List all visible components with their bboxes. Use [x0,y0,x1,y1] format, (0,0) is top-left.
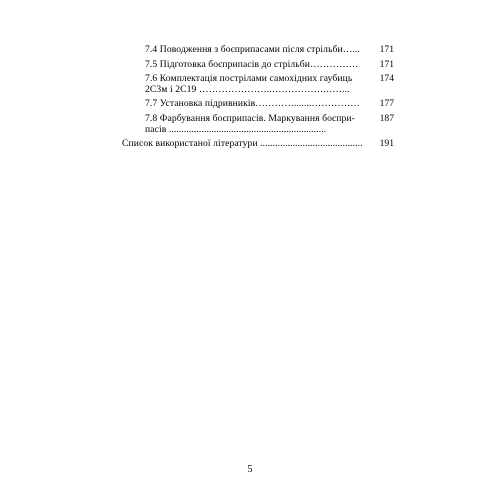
toc-entry-7-8-title-line1: 7.8 Фарбування боєприпасів. Маркування боєпри- [145,113,355,124]
toc-entry-references-page: 191 [379,138,394,149]
toc-entry-7-4-page: 171 [379,44,394,55]
toc-entry-7-6-title-line1: 7.6 Комплектація пострілами самохідних гаубиць [145,73,353,84]
toc-entry-7-5-title: 7.5 Підготовка боєприпасів до стрільби…………… [145,59,359,70]
toc-entry-7-7-page: 177 [379,98,394,109]
toc-entry-7-7-title: 7.7 Установка підривників………….......…………… [145,98,360,109]
toc-entry-7-5-page: 171 [379,59,394,70]
toc-entry-7-4-title: 7.4 Поводження з боєприпасами після стрільби…... [145,44,360,55]
toc-entry-7-8-title-line2: пасів ............................................................... [145,124,327,135]
toc-entry-references-title: Список використаної літератури ......................................... [122,138,363,149]
page-number: 5 [247,464,253,475]
toc-entry-7-6-page: 174 [379,73,394,84]
toc-entry-7-8-page: 187 [379,113,394,124]
toc-entry-7-6-title-line2: 2С3м і 2С19 …………………..…………….……... [145,84,350,95]
